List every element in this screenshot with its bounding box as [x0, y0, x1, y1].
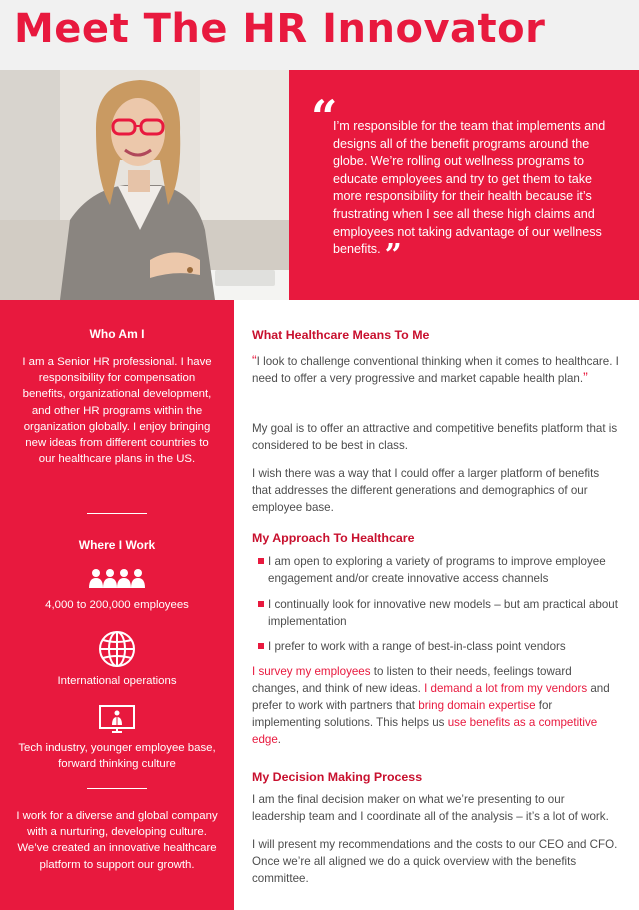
bullet-text: I am open to exploring a variety of programs to improve employee engagement and/or create innovative access channels — [268, 555, 606, 585]
hr-professional-photo — [0, 70, 289, 300]
presenter-monitor-icon — [0, 704, 234, 734]
healthcare-paragraph-3: I wish there was a way that I could offer a larger platform of benefits that addresses the different generations and demographics of our employee base. — [252, 467, 600, 514]
close-quote-icon: ” — [384, 238, 402, 274]
company-text: I work for a diverse and global company with a nurturing, developing culture. We’ve created an innovative healthcare platform to support our growth. — [16, 810, 218, 871]
approach-bullet — [258, 553, 620, 587]
decision-heading: My Decision Making Process — [252, 770, 423, 784]
header-band — [0, 0, 639, 70]
page-title: Meet The HR Innovator — [14, 6, 546, 52]
approach-paragraph — [252, 663, 620, 748]
inline-open-quote: “ — [252, 352, 257, 368]
people-group-icon — [0, 568, 234, 590]
portrait-illustration — [0, 70, 289, 300]
bullet-square-icon — [258, 601, 264, 607]
quote-panel — [289, 70, 639, 300]
bullet-text: I continually look for innovative new models – but am practical about implementation — [268, 598, 618, 628]
approach-text-4: . — [277, 733, 282, 746]
highlight-expertise: bring domain expertise — [418, 699, 536, 712]
highlight-competitive-edge: use benefits as a competitive edge — [252, 716, 598, 746]
approach-text-1: to listen to their needs, feelings toward changes, and think of new ideas. — [252, 665, 572, 695]
highlight-vendors: I demand a lot from my vendors — [424, 682, 588, 695]
decision-paragraph-1: I am the final decision maker on what we’re presenting to our leadership team and I coordinate all of the analysis – it’s a lot of work. — [252, 793, 609, 823]
bullet-square-icon — [258, 643, 264, 649]
healthcare-quote-text: I look to challenge conventional thinking when it comes to healthcare. I need to offer a very progressive and market capable health plan. — [252, 355, 619, 385]
where-i-work-heading: Where I Work — [78, 538, 156, 552]
sidebar-divider-1 — [87, 513, 147, 514]
bullet-text: I prefer to work with a range of best-in-class point vendors — [268, 640, 566, 653]
sidebar — [0, 300, 234, 910]
approach-bullet — [258, 596, 620, 630]
employees-text: 4,000 to 200,000 employees — [45, 599, 189, 611]
approach-heading: My Approach To Healthcare — [252, 531, 415, 545]
decision-paragraph-2: I will present my recommendations and the costs to our CEO and CFO. Once we’re all aligned we do a quick overview with the benefits committee. — [252, 838, 618, 885]
quote-text — [333, 118, 621, 274]
approach-text-2: and prefer to work with partners that — [252, 682, 610, 712]
globe-icon — [0, 630, 234, 668]
approach-text-3: for implementing solutions. This helps us — [252, 699, 553, 729]
industry-text: Tech industry, younger employee base, forward thinking culture — [18, 742, 216, 771]
quote-body: I’m responsible for the team that implements and designs all of the benefit programs around the globe. We’re rolling out wellness programs to educate employees and try to get them to take more responsibility for their health because it’s frustrating when I see all these high claims and employees not taking advantage of our wellness benefits. — [333, 119, 606, 257]
healthcare-paragraph-2: My goal is to offer an attractive and competitive benefits platform that is considered to be best in class. — [252, 422, 618, 452]
who-am-i-text: I am a Senior HR professional. I have responsibility for compensation benefits, organizational development, and other HR programs within the organization globally. I enjoy bringing new ideas from different countries to our healthcare plans in the US. — [22, 356, 212, 466]
healthcare-quote — [252, 353, 620, 387]
sidebar-divider-2 — [87, 788, 147, 789]
inline-close-quote: ” — [583, 369, 588, 385]
healthcare-heading: What Healthcare Means To Me — [252, 328, 430, 342]
open-quote-icon: “ — [311, 90, 338, 144]
highlight-survey: I survey my employees — [252, 665, 371, 678]
international-text: International operations — [57, 675, 177, 687]
bullet-square-icon — [258, 558, 264, 564]
who-am-i-heading: Who Am I — [89, 327, 145, 341]
approach-bullet — [258, 638, 620, 655]
